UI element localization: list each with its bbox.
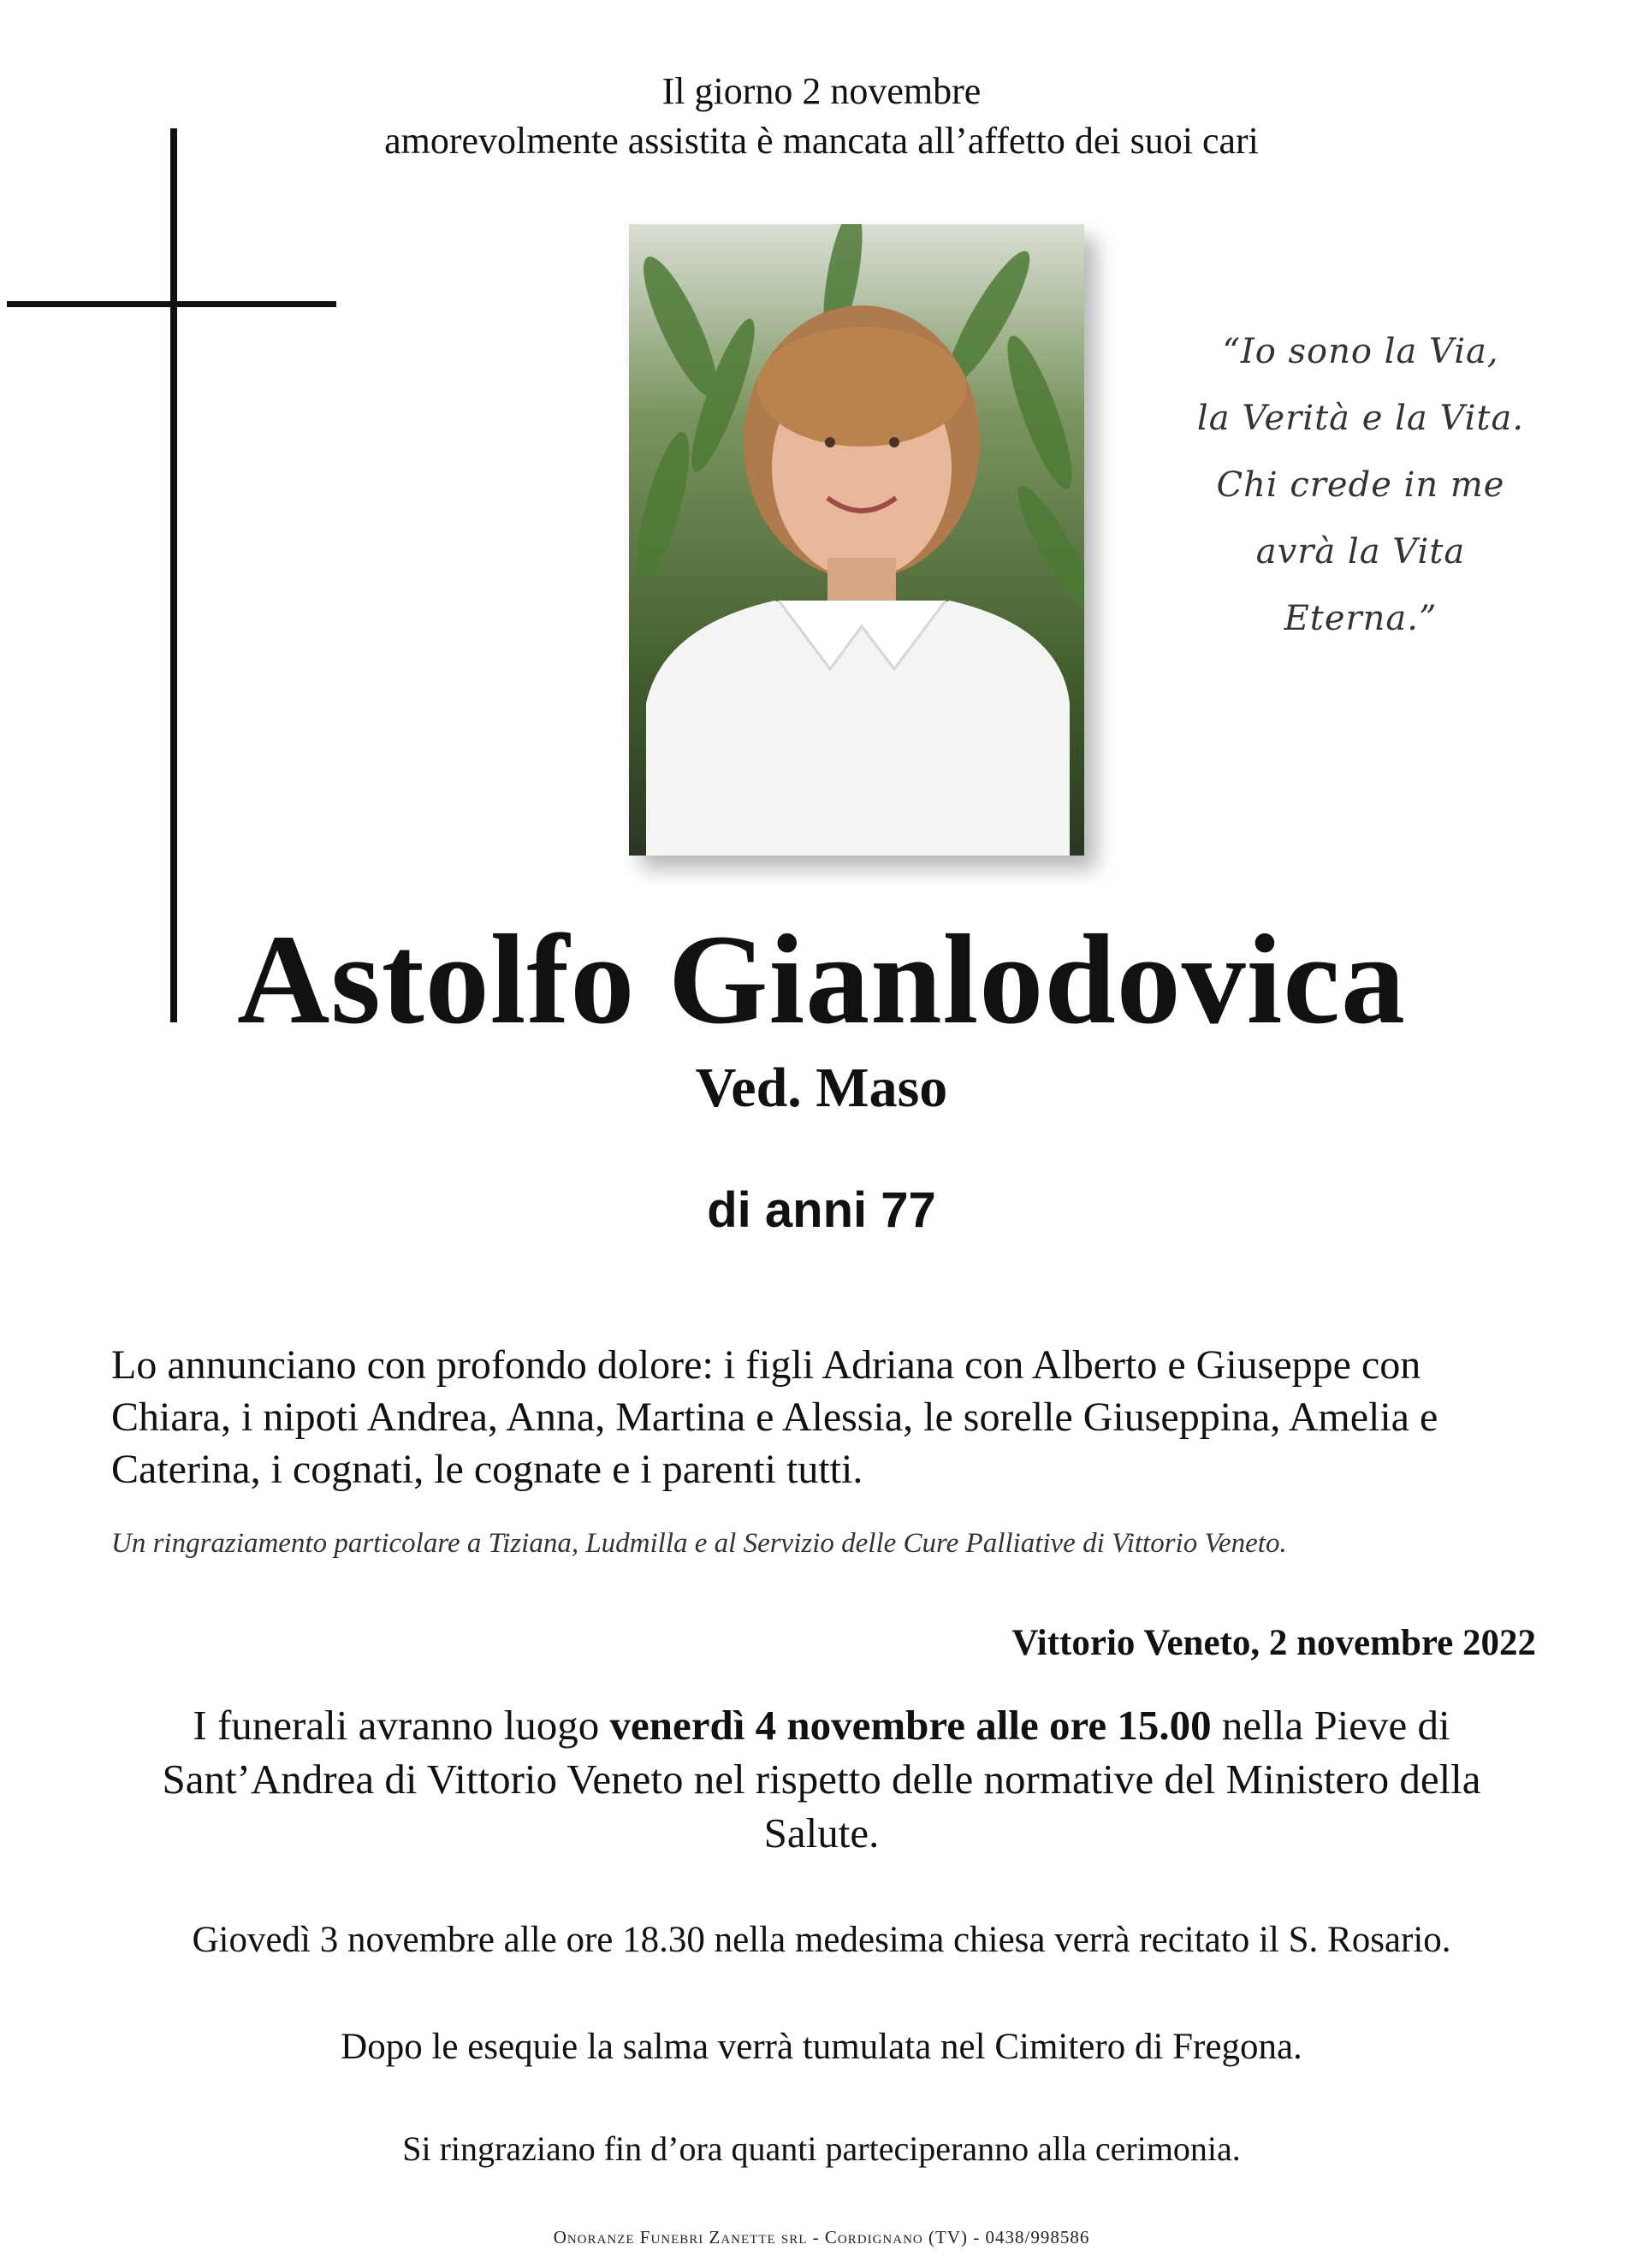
cross-icon-horizontal	[7, 301, 336, 307]
cross-icon-vertical	[170, 128, 177, 1022]
deceased-age: di anni 77	[707, 1182, 936, 1238]
quote-line-5: Eterna.”	[1284, 599, 1438, 638]
rosary-notice: Giovedì 3 novembre alle ore 18.30 nella medesima chiesa verrà recitato il S. Rosario.	[192, 1920, 1451, 1960]
funeral-text-pre: I funerali avranno luogo	[193, 1702, 610, 1749]
portrait-photo	[629, 224, 1084, 856]
deceased-married-name: Ved. Maso	[695, 1057, 948, 1119]
burial-notice: Dopo le esequie la salma verrà tumulata nel Cimitero di Fregona.	[341, 2027, 1302, 2067]
deceased-name: Astolfo Gianlodovica	[237, 909, 1406, 1051]
closing-thanks: Si ringraziano fin d’ora quanti parteciperanno alla cerimonia.	[402, 2129, 1241, 2168]
funeral-home-footer: Onoranze Funebri Zanette srl - Cordignano (TV) - 0438/998586	[553, 2227, 1090, 2247]
intro-text	[0, 67, 1643, 166]
intro-line-1: Il giorno 2 novembre	[661, 70, 982, 112]
special-thanks: Un ringraziamento particolare a Tiziana, Ludmilla e al Servizio delle Cure Palliative di Vittorio Veneto.	[111, 1528, 1287, 1559]
quote-line-3: Chi crede in me	[1216, 465, 1505, 505]
quote-line-4: avrà la Vita	[1255, 532, 1466, 571]
funeral-details	[120, 1698, 1523, 1860]
portrait-photo-icon	[629, 224, 1084, 856]
place-and-date: Vittorio Veneto, 2 novembre 2022	[1011, 1623, 1536, 1663]
quote-line-1: “Io sono la Via,	[1222, 332, 1499, 371]
quote-line-2: la Verità e la Vita.	[1196, 399, 1525, 438]
scripture-quote	[1181, 318, 1540, 652]
intro-line-2: amorevolmente assistita è mancata all’affetto dei suoi cari	[384, 120, 1259, 162]
announcement-text: Lo annunciano con profondo dolore: i figli Adriana con Alberto e Giuseppe con Chiara, i nipoti Andrea, Anna, Martina e Alessia, le sorelle Giuseppina, Amelia e Caterina, i cognati, le cognate e i parenti tutti.	[111, 1342, 1438, 1492]
funeral-text-post: nella Pieve di Sant’Andrea di Vittorio Veneto nel rispetto delle normative del Ministero della Salute.	[162, 1702, 1481, 1856]
funeral-date-time: venerdì 4 novembre alle ore 15.00	[609, 1702, 1212, 1749]
